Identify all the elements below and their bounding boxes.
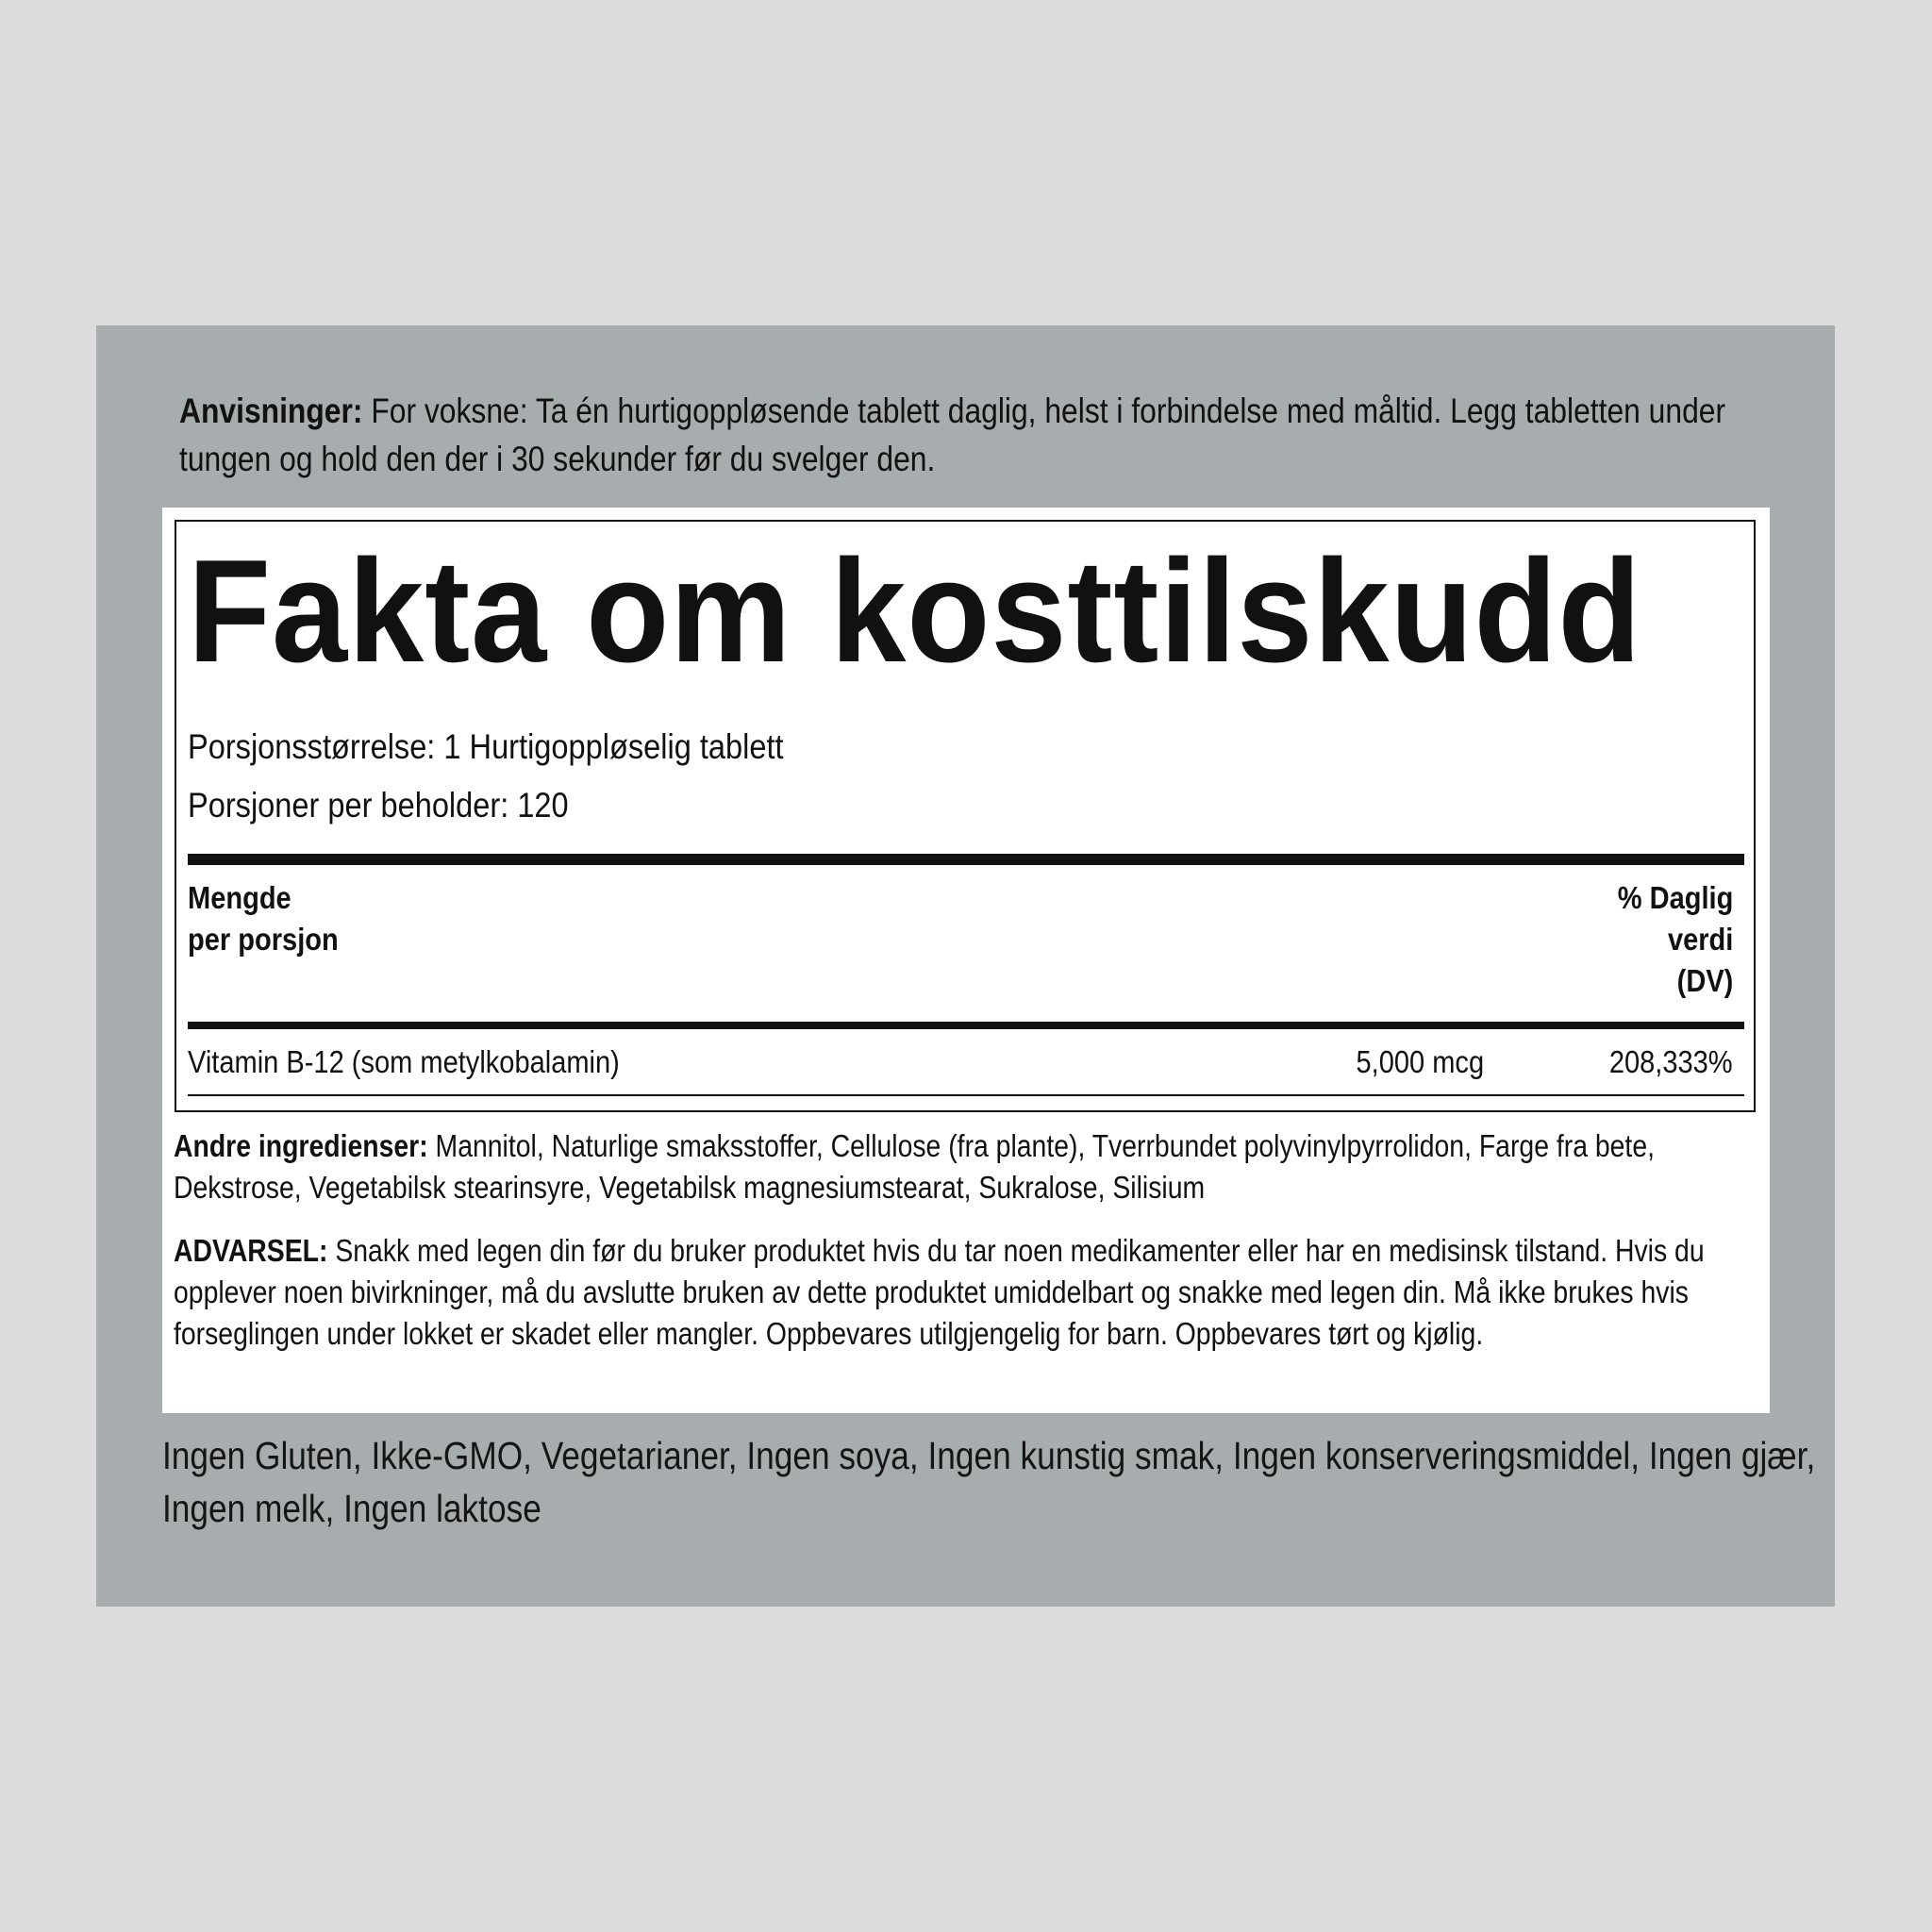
warning-body: Snakk med legen din før du bruker produktet hvis du tar noen medikamenter eller har en medisinsk tilstand. Hvis du opplever noen bivirkninger, må du avslutte bruken av dette produktet umiddelbart og snakke med legen din. Må ikke brukes hvis forseglingen under lokket er skadet eller mangler. Oppbevares utilgjengelig for barn. Oppbevares tørt og kjølig. [174, 1233, 1705, 1351]
thin-divider [188, 1094, 1744, 1096]
other-ingredients [174, 1125, 1740, 1208]
nutrient-daily-value: 208,333% [1609, 1044, 1733, 1079]
directions-lead: Anvisninger: [179, 391, 363, 430]
facts-title: Fakta om kosttilskudd [188, 529, 1642, 692]
warning-lead: ADVARSEL: [174, 1233, 328, 1268]
serving-size: Porsjonsstørrelse: 1 Hurtigoppløselig tablett [188, 727, 784, 766]
amount-header-line1: Mengde [188, 880, 291, 915]
nutrient-name: Vitamin B-12 (som metylkobalamin) [188, 1044, 620, 1079]
thick-divider [188, 854, 1744, 865]
other-ingredients-lead: Andre ingredienser: [174, 1128, 428, 1163]
product-claims: Ingen Gluten, Ikke-GMO, Vegetarianer, Ingen soya, Ingen kunstig smak, Ingen konserveringsmiddel, Ingen gjær, Ingen melk, Ingen laktose [162, 1434, 1816, 1530]
supplement-label-panel [96, 325, 1835, 1607]
dv-header-line3: (DV) [1676, 963, 1733, 998]
medium-divider [188, 1022, 1744, 1029]
directions-text [179, 387, 1764, 483]
amount-header-line2: per porsjon [188, 922, 339, 957]
daily-value-header [1617, 877, 1733, 1002]
dv-header-line1: % Daglig [1617, 880, 1733, 915]
directions-body: For voksne: Ta én hurtigoppløsende tablett daglig, helst i forbindelse med måltid. Legg tabletten under tungen og hold den der i 30 sekunder før du svelger den. [179, 391, 1726, 478]
warning-text [174, 1230, 1759, 1355]
dv-header-line2: verdi [1667, 922, 1733, 957]
other-ingredients-body: Mannitol, Naturlige smaksstoffer, Cellulose (fra plante), Tverrbundet polyvinylpyrrolidon, Farge fra bete, Dekstrose, Vegetabilsk stearinsyre, Vegetabilsk magnesiumstearat, Sukralose, Silisium [174, 1128, 1655, 1205]
nutrient-amount: 5,000 mcg [1356, 1044, 1484, 1079]
supplement-facts-box [175, 520, 1756, 1112]
amount-per-serving-header [188, 877, 339, 960]
servings-per-container: Porsjoner per beholder: 120 [188, 786, 569, 824]
facts-card [162, 508, 1770, 1413]
